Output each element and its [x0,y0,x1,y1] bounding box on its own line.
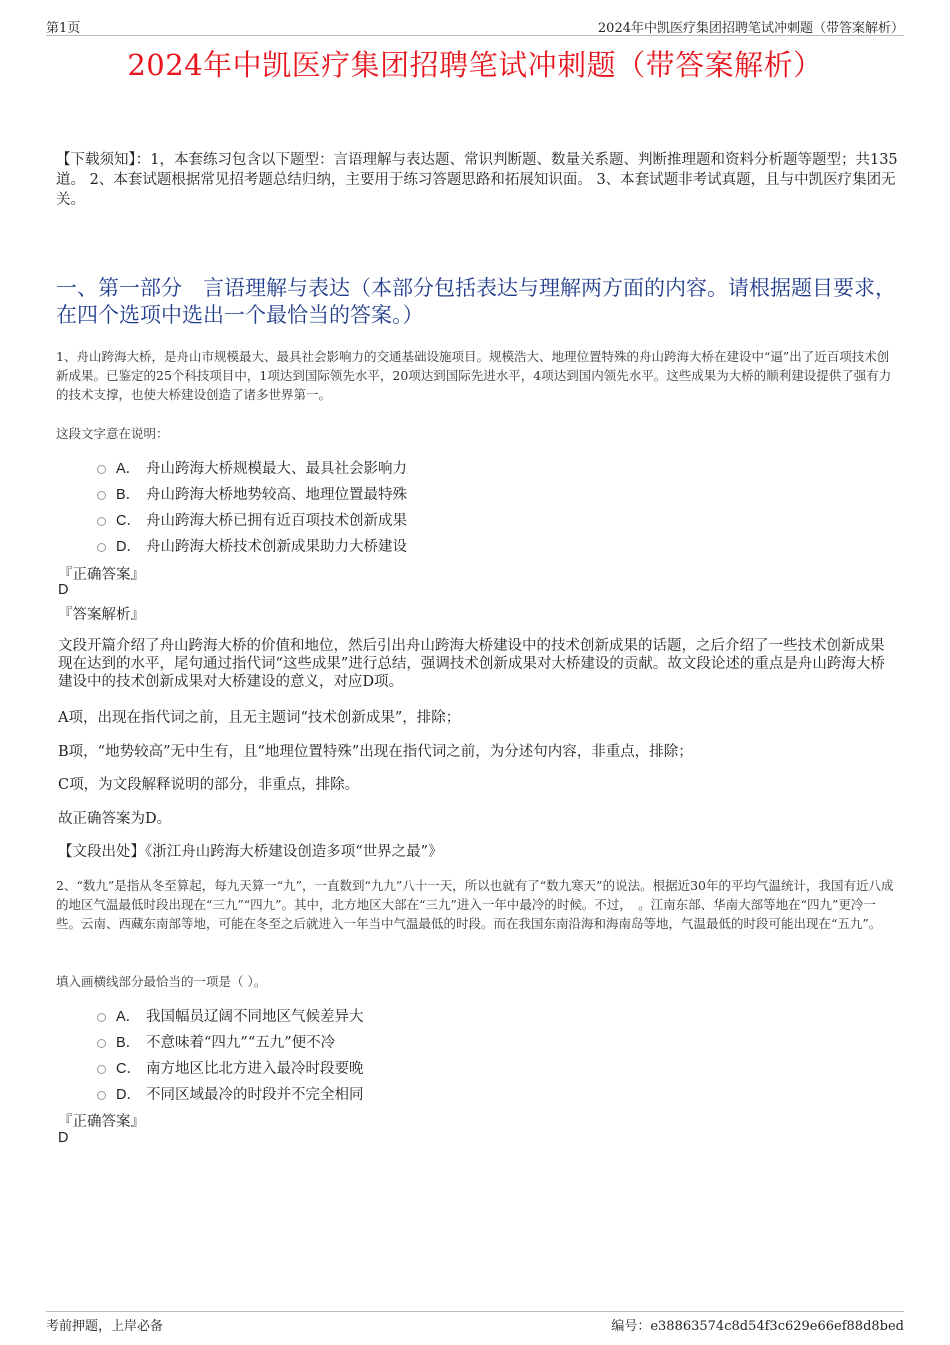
question-1-text: 1、舟山跨海大桥，是舟山市规模最大、最具社会影响力的交通基础设施项目。规模浩大、地理位置特殊的舟山跨海大桥在建设中“逼”出了近百项技术创新成果。已鉴定的25个科技项目中，1项达到国际领先水平，20项达到国际先进水平，4项达到国内领先水平。这些成果为大桥的顺利建设提供了强有力的技术支撑，也使大桥建设创造了诸多世界第一。 [56,349,892,402]
header-divider [46,35,904,36]
document-title: 2024年中凯医疗集团招聘笔试冲刺题（带答案解析） [127,48,823,82]
section-heading: 一、第一部分 言语理解与表达（本部分包括表达与理解两方面的内容。请根据题目要求，在四个选项中选出一个最恰当的答案。） [56,276,896,327]
q1-option-d[interactable] [97,535,407,556]
analysis-option-a: A项，出现在指代词之前，且无主题词“技术创新成果”，排除； [58,710,461,726]
radio-icon[interactable] [97,491,106,500]
question-2-text: 2、“数九”是指从冬至算起，每九天算一“九”，一直数到“九九”八十一天，所以也就有了“数九寒天”的说法。根据近30年的平均气温统计，我国有近八成的地区气温最低时段出现在“三九”“四九”。其中，北方地区大部在“三九”进入一年中最冷的时候。不过， 。江南东部、华南大部等地在“四九”更冷一些。云南、西藏东南部等地，可能在冬至之后就进入一年当中气温最低的时段。而在我国东南沿海和海南岛等地，气温最低的时段可能出现在“五九”。 [56,878,894,931]
radio-icon[interactable] [97,1065,106,1074]
q2-option-a[interactable] [97,1005,364,1026]
option-letter: B． [116,1035,141,1051]
radio-icon[interactable] [97,543,106,552]
radio-icon[interactable] [97,517,106,526]
question-1-prompt: 这段文字意在说明： [56,426,169,441]
q1-option-c[interactable] [97,509,407,530]
correct-answer: D [58,582,69,598]
radio-icon[interactable] [97,1013,106,1022]
option-letter: A． [116,461,141,477]
correct-answer-label: 『正确答案』 [58,567,145,583]
option-letter: C． [116,1061,141,1077]
analysis-conclusion: 故正确答案为D。 [58,811,172,827]
q1-option-a[interactable] [97,457,407,478]
option-text: 不同区域最冷的时段并不完全相同 [146,1087,364,1103]
radio-icon[interactable] [97,465,106,474]
analysis-label: 『答案解析』 [58,607,145,623]
correct-answer-label: 『正确答案』 [58,1114,145,1130]
option-letter: C． [116,513,141,529]
analysis-option-b: B项，“地势较高”无中生有，且“地理位置特殊”出现在指代词之前，为分述句内容，非重点，排除； [58,744,693,760]
analysis-text: 文段开篇介绍了舟山跨海大桥的价值和地位，然后引出舟山跨海大桥建设中的技术创新成果的话题，之后介绍了一些技术创新成果现在达到的水平，尾句通过指代词“这些成果”进行总结，强调技术创新成果对大桥建设的贡献。故文段论述的重点是舟山跨海大桥建设中的技术创新成果对大桥建设的意义，对应D项。 [58,638,885,690]
option-text: 我国幅员辽阔不同地区气候差异大 [146,1009,364,1025]
option-letter: D． [116,1087,141,1103]
question-2-prompt: 填入画横线部分最恰当的一项是（ ）。 [56,974,267,989]
option-text: 舟山跨海大桥已拥有近百项技术创新成果 [146,513,407,529]
option-text: 南方地区比北方进入最冷时段要晚 [146,1061,364,1077]
radio-icon[interactable] [97,1039,106,1048]
correct-answer: D [58,1130,69,1146]
footer-serial-number: 编号：e38863574c8d54f3c629e66ef88d8bed [611,1319,904,1334]
option-text: 舟山跨海大桥技术创新成果助力大桥建设 [146,539,407,555]
option-text: 舟山跨海大桥地势较高、地理位置最特殊 [146,487,407,503]
option-text: 舟山跨海大桥规模最大、最具社会影响力 [146,461,407,477]
q2-option-d[interactable] [97,1083,364,1104]
running-header-title: 2024年中凯医疗集团招聘笔试冲刺题（带答案解析） [597,21,904,36]
source-citation: 【文段出处】《浙江舟山跨海大桥建设创造多项“世界之最”》 [58,844,443,860]
option-letter: A． [116,1009,141,1025]
footer-slogan: 考前押题，上岸必备 [46,1319,164,1334]
footer-divider [46,1311,904,1312]
q1-option-b[interactable] [97,483,407,504]
page-number: 第1页 [46,21,81,36]
analysis-option-c: C项，为文段解释说明的部分，非重点，排除。 [58,777,360,793]
option-text: 不意味着“四九”“五九”便不冷 [146,1035,336,1051]
option-letter: B． [116,487,141,503]
q2-option-c[interactable] [97,1057,364,1078]
option-letter: D． [116,539,141,555]
q2-option-b[interactable] [97,1031,335,1052]
download-notice: 【下载须知】：1，本套练习包含以下题型：言语理解与表达题、常识判断题、数量关系题、判断推理题和资料分析题等题型；共135道。 2、本套试题根据常见招考题总结归纳，主要用于练习答题思路和拓展知识面。 3、本套试题非考试真题，且与中凯医疗集团无关。 [56,152,898,208]
radio-icon[interactable] [97,1091,106,1100]
